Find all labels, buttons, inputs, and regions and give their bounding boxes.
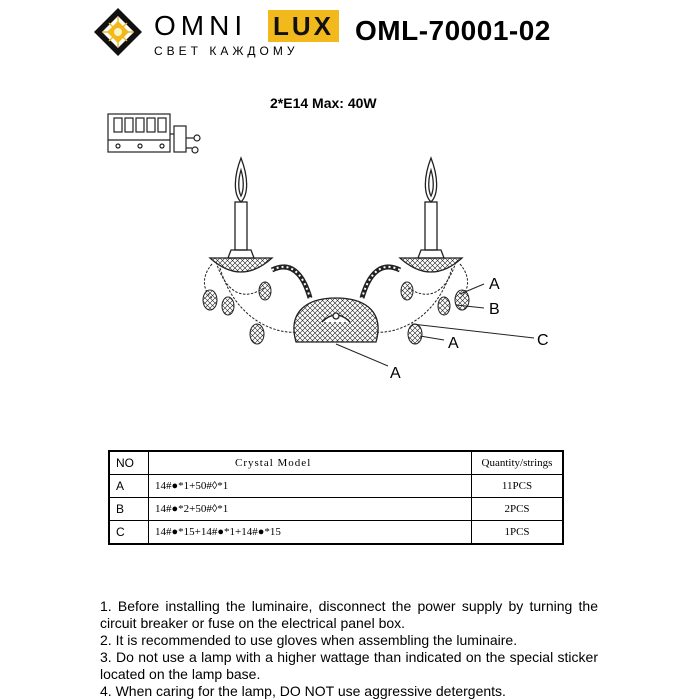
brand-badge: LUX	[268, 10, 339, 42]
sconce-arms	[272, 267, 400, 298]
row-no: C	[109, 521, 149, 545]
callout-a-2: A	[448, 335, 459, 352]
table-header-row	[109, 451, 563, 475]
wiring-diagram	[108, 114, 200, 153]
header-crystal-model: Crystal Model	[149, 451, 472, 475]
model-number: OML-70001-02	[355, 15, 551, 46]
callout-b: B	[489, 301, 500, 318]
left-candle	[228, 158, 254, 258]
row-qty: 11PCS	[472, 475, 564, 498]
row-qty: 1PCS	[472, 521, 564, 545]
safety-notes	[100, 598, 598, 700]
table-row	[109, 521, 563, 545]
header-quantity: Quantity/strings	[472, 451, 564, 475]
row-model: 14#●*2+50#◊*1	[149, 498, 472, 521]
row-no: B	[109, 498, 149, 521]
row-no: A	[109, 475, 149, 498]
table-row	[109, 498, 563, 521]
sconce-diagram	[100, 108, 580, 388]
brand-name: OMNI	[154, 10, 248, 41]
brand-logo	[92, 6, 334, 58]
row-model: 14#●*1+50#◊*1	[149, 475, 472, 498]
callout-a-3: A	[390, 365, 401, 382]
callout-a-1: A	[489, 276, 500, 293]
right-candle	[418, 158, 444, 258]
note-1: 1. Before installing the luminaire, disconnect the power supply by turning the circuit breaker or fuse on the electrical panel box.	[100, 598, 598, 631]
table-row	[109, 475, 563, 498]
lamp-spec: 2*E14 Max: 40W	[270, 95, 377, 111]
wall-plate	[294, 298, 378, 342]
brand-tagline: СВЕТ КАЖДОМУ	[154, 44, 299, 58]
header-no: NO	[109, 451, 149, 475]
row-model: 14#●*15+14#●*1+14#●*15	[149, 521, 472, 545]
callout-c: C	[537, 332, 549, 349]
crystal-parts-table	[108, 450, 564, 545]
omnilux-diamond-icon	[92, 6, 144, 58]
note-3: 3. Do not use a lamp with a higher wattage than indicated on the special sticker located on the lamp base.	[100, 649, 598, 682]
note-2: 2. It is recommended to use gloves when assembling the luminaire.	[100, 632, 518, 648]
note-4: 4. When caring for the lamp, DO NOT use aggressive detergents.	[100, 683, 506, 699]
row-qty: 2PCS	[472, 498, 564, 521]
bobeche-cups	[210, 258, 462, 272]
